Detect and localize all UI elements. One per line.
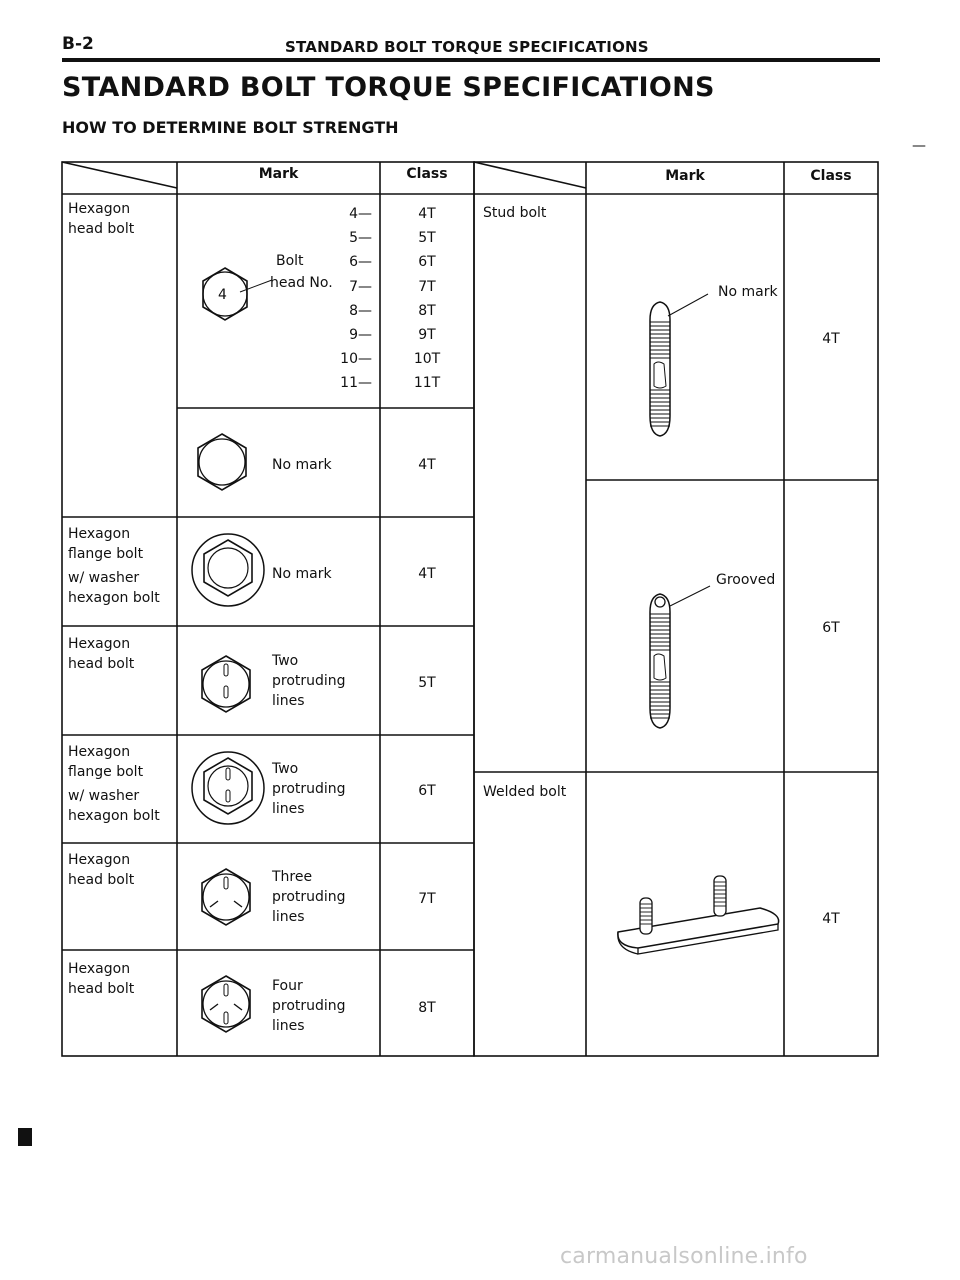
mark-description: No mark — [272, 566, 332, 582]
hexagon-bolt-two-lines-icon — [194, 652, 258, 722]
no-mark-leader — [664, 290, 714, 320]
bolt-type-hexagon-head: Hexagon head bolt — [68, 852, 135, 888]
section-subtitle: HOW TO DETERMINE BOLT STRENGTH — [62, 118, 399, 137]
margin-mark: — — [912, 138, 926, 154]
bolt-head-number: 4 — [218, 287, 227, 303]
welded-bolt-icon — [610, 870, 790, 970]
class-value: 6T — [418, 783, 436, 799]
class-value: 4T — [418, 566, 436, 582]
class-list: 4T 5T 6T 7T 8T 9T 10T 11T — [413, 206, 441, 392]
hexagon-bolt-no-mark-icon — [192, 430, 252, 500]
flange-bolt-two-lines-icon — [190, 748, 266, 828]
page-number: B-2 — [62, 34, 94, 54]
class-value: 6T — [822, 620, 840, 636]
stud-mark-label: Grooved — [716, 572, 776, 588]
bolt-type-flange: Hexagon flange bolt w/ washer hexagon bolt — [68, 744, 160, 824]
mark-description: Two protruding lines — [272, 653, 346, 709]
class-value: 5T — [418, 675, 436, 691]
mark-description: No mark — [272, 457, 332, 473]
page-title: STANDARD BOLT TORQUE SPECIFICATIONS — [62, 72, 715, 103]
bolt-type-welded: Welded bolt — [483, 784, 567, 800]
bolt-type-stud: Stud bolt — [483, 205, 547, 221]
class-value: 4T — [822, 331, 840, 347]
running-title: STANDARD BOLT TORQUE SPECIFICATIONS — [285, 38, 649, 56]
left-col-mark-header: Mark — [258, 166, 299, 182]
hexagon-bolt-three-lines-icon — [194, 865, 258, 935]
margin-block-mark — [18, 1128, 32, 1146]
bolt-type-hexagon-head: Hexagon head bolt — [68, 961, 135, 997]
stud-mark-label: No mark — [718, 284, 778, 300]
bolt-type-hexagon-head: Hexagon head bolt — [68, 636, 135, 672]
head-no-label: head No. — [270, 275, 333, 291]
class-value: 8T — [418, 1000, 436, 1016]
mark-description: Three protruding lines — [272, 869, 346, 925]
grooved-leader — [666, 582, 716, 612]
left-col-class-header: Class — [406, 166, 448, 182]
bolt-type-hexagon-head: Hexagon head bolt — [68, 201, 135, 237]
right-col-class-header: Class — [810, 168, 852, 184]
bolt-type-flange: Hexagon flange bolt w/ washer hexagon bolt — [68, 526, 160, 606]
class-value: 7T — [418, 891, 436, 907]
flange-bolt-no-mark-icon — [190, 530, 266, 610]
right-col-mark-header: Mark — [665, 168, 705, 184]
class-value: 4T — [822, 911, 840, 927]
class-value: 4T — [418, 457, 436, 473]
mark-description: Four protruding lines — [272, 978, 346, 1034]
hexagon-bolt-four-lines-icon — [194, 972, 258, 1042]
head-number-list: 4— 5— 6— 7— 8— 9— 10— 11— — [340, 206, 372, 392]
mark-description: Two protruding lines — [272, 761, 346, 817]
watermark: carmanualsonline.info — [560, 1244, 808, 1269]
bolt-label: Bolt — [276, 253, 304, 269]
